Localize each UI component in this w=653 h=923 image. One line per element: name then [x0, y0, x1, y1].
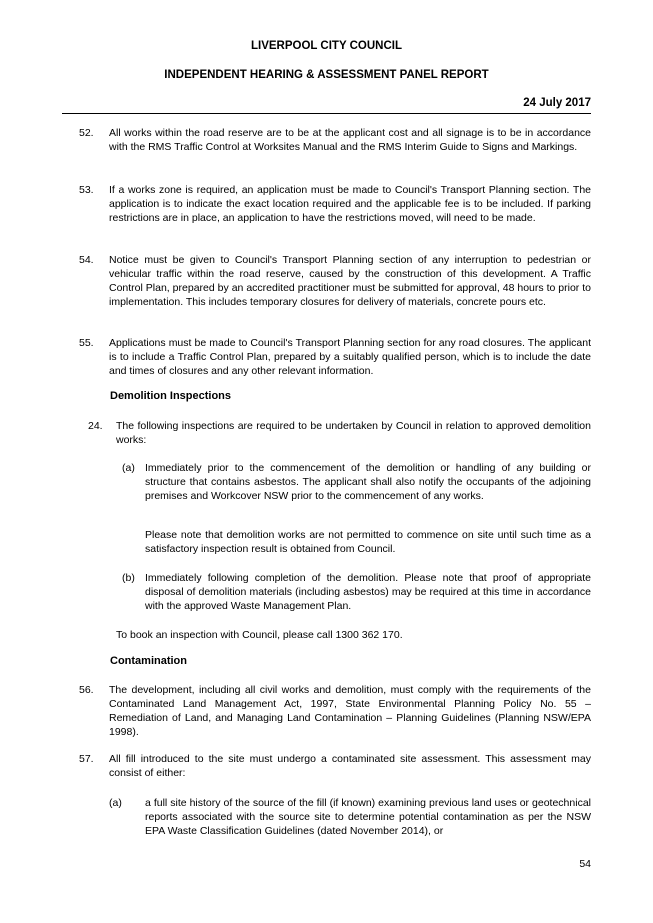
condition-number: 54.: [79, 254, 94, 266]
demolition-heading: Demolition Inspections: [110, 390, 232, 402]
contamination-heading: Contamination: [110, 655, 187, 667]
condition-number: 24.: [88, 420, 103, 432]
subclause-label: (a): [109, 797, 122, 809]
subclause-text: Immediately following completion of the demolition. Please note that proof of appropriate disposal of demolition materials (including asbestos) may be required at this time in accordance with the approved Waste Management Plan.: [145, 572, 591, 612]
inspection-booking: To book an inspection with Council, please call 1300 362 170.: [116, 629, 403, 641]
condition-text: Applications must be made to Council's Transport Planning section for any road closures. The applicant is to include a Traffic Control Plan, prepared by a suitably qualified person, which is to include the date and times of closures and any other relevant information.: [109, 337, 591, 377]
page-number: 54: [579, 858, 591, 870]
report-title: INDEPENDENT HEARING & ASSESSMENT PANEL REPORT: [164, 69, 489, 81]
condition-number: 55.: [79, 337, 94, 349]
condition-text: The following inspections are required to be undertaken by Council in relation to approved demolition works:: [116, 420, 591, 446]
condition-number: 56.: [79, 684, 94, 696]
subclause-text: Immediately prior to the commencement of the demolition or handling of any building or structure that contains asbestos. The applicant shall also notify the occupants of the adjoining premises and Workcover NSW prior to the commencement of any works.: [145, 462, 591, 502]
condition-text: All fill introduced to the site must undergo a contaminated site assessment. This assessment may consist of either:: [109, 753, 591, 779]
subclause-label: (b): [122, 572, 135, 584]
condition-text: All works within the road reserve are to be at the applicant cost and all signage is to be in accordance with the RMS Traffic Control at Worksites Manual and the RMS Interim Guide to Signs and Markings.: [109, 127, 591, 153]
demolition-note: Please note that demolition works are not permitted to commence on site until such time as a satisfactory inspection result is obtained from Council.: [145, 529, 591, 555]
condition-number: 53.: [79, 184, 94, 196]
condition-text: If a works zone is required, an application must be made to Council's Transport Planning section. The application is to indicate the exact location required and the applicable fee is to be included. If parking restrictions are in place, an application to have the restrictions moved, will need to be made.: [109, 184, 591, 224]
condition-number: 52.: [79, 127, 94, 139]
subclause-label: (a): [122, 462, 135, 474]
report-date: 24 July 2017: [523, 97, 591, 109]
council-title: LIVERPOOL CITY COUNCIL: [250, 40, 402, 52]
condition-text: Notice must be given to Council's Transport Planning section of any interruption to pedestrian or vehicular traffic within the road reserve, caused by the construction of this development. A Traffic Control Plan, prepared by an accredited practitioner must be submitted for approval, 48 hours to prior to implementation. This includes temporary closures for delivery of materials, concrete pours etc.: [109, 254, 591, 308]
subclause-text: a full site history of the source of the fill (if known) examining previous land uses or geotechnical reports associated with the source site to determine potential contamination as per the NSW EPA Waste Classification Guidelines (dated November 2014), or: [145, 797, 591, 837]
condition-number: 57.: [79, 753, 94, 765]
header-divider: [62, 113, 591, 114]
condition-text: The development, including all civil works and demolition, must comply with the requirements of the Contaminated Land Management Act, 1997, State Environmental Planning Policy No. 55 – Remediation of Land, and Managing Land Contamination – Planning Guidelines (Planning NSW/EPA 1998).: [109, 684, 591, 738]
